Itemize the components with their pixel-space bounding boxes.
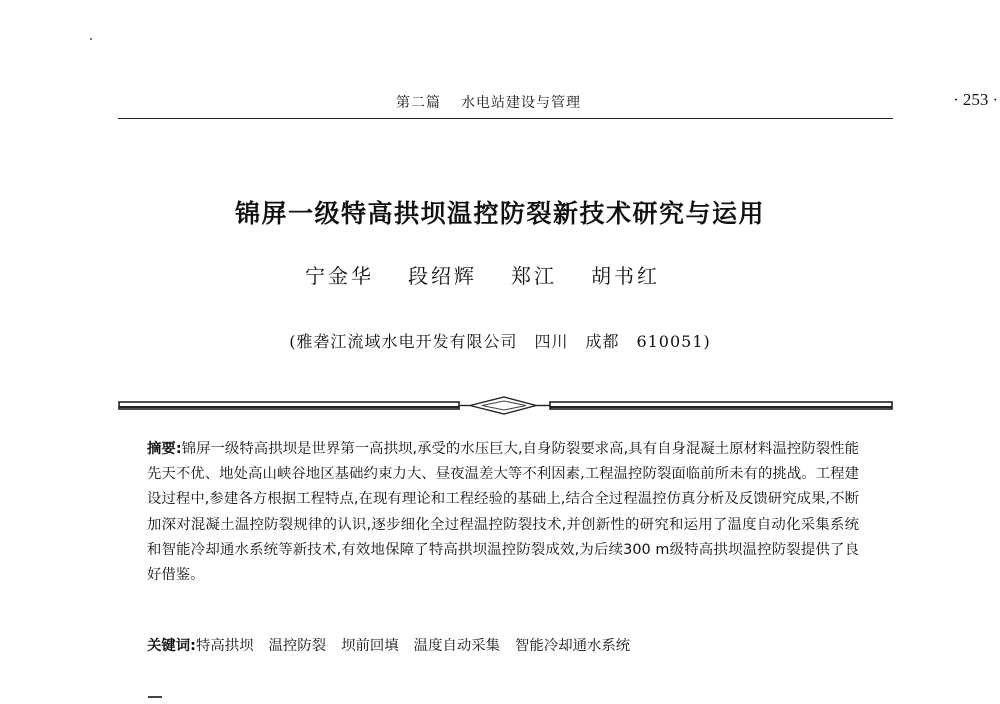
- affiliation: (雅砻江流域水电开发有限公司 四川 成都 610051): [289, 332, 711, 351]
- keyword: 温控防裂: [268, 638, 327, 654]
- keywords: [147, 634, 645, 655]
- section-number: 第二篇: [396, 95, 441, 111]
- scan-speck: [90, 38, 92, 40]
- abstract-text: 锦屏一级特高拱坝是世界第一高拱坝,承受的水压巨大,自身防裂要求高,具有自身混凝土原材料温控防裂性能先天不优、地处高山峡谷地区基础约束力大、昼夜温差大等不利因素,工程温控防裂面临前所未有的挑战。工程建设过程中,参建各方根据工程特点,在现有理论和工程经验的基础上,结合全过程温控仿真分析及反馈研究成果,不断加深对混凝土温控防裂规律的认识,逐步细化全过程温控防裂技术,并创新性的研究和运用了温度自动化采集系统和智能冷却通水系统等新技术,有效地保障了特高拱坝温控防裂成效,为后续300 m级特高拱坝温控防裂提供了良好借鉴。: [147, 441, 859, 584]
- cropped-text-fragment: [148, 696, 162, 704]
- keyword: 特高拱坝: [195, 638, 254, 654]
- keyword: 温度自动采集: [413, 638, 501, 654]
- author-list: [305, 260, 694, 289]
- abstract-label: 摘要:: [147, 441, 182, 457]
- section-title: 水电站建设与管理: [461, 95, 581, 111]
- running-header: [396, 92, 581, 112]
- author: 段绍辉: [408, 264, 477, 288]
- keywords-label: 关键词:: [147, 638, 196, 654]
- page-number-group: [953, 90, 998, 110]
- author: 郑江: [511, 264, 557, 288]
- ornamental-divider: [118, 395, 893, 417]
- page-number: 253: [962, 90, 989, 109]
- author: 胡书红: [591, 264, 660, 288]
- keyword: 坝前回填: [341, 638, 399, 654]
- page-dot-left: ·: [953, 92, 959, 109]
- paper-title: 锦屏一级特高拱坝温控防裂新技术研究与运用: [234, 199, 765, 228]
- abstract: [147, 437, 859, 588]
- keyword: 智能冷却通水系统: [515, 638, 631, 654]
- author: 宁金华: [305, 264, 374, 288]
- header-rule: [118, 118, 893, 119]
- page-dot-right: ·: [992, 92, 998, 109]
